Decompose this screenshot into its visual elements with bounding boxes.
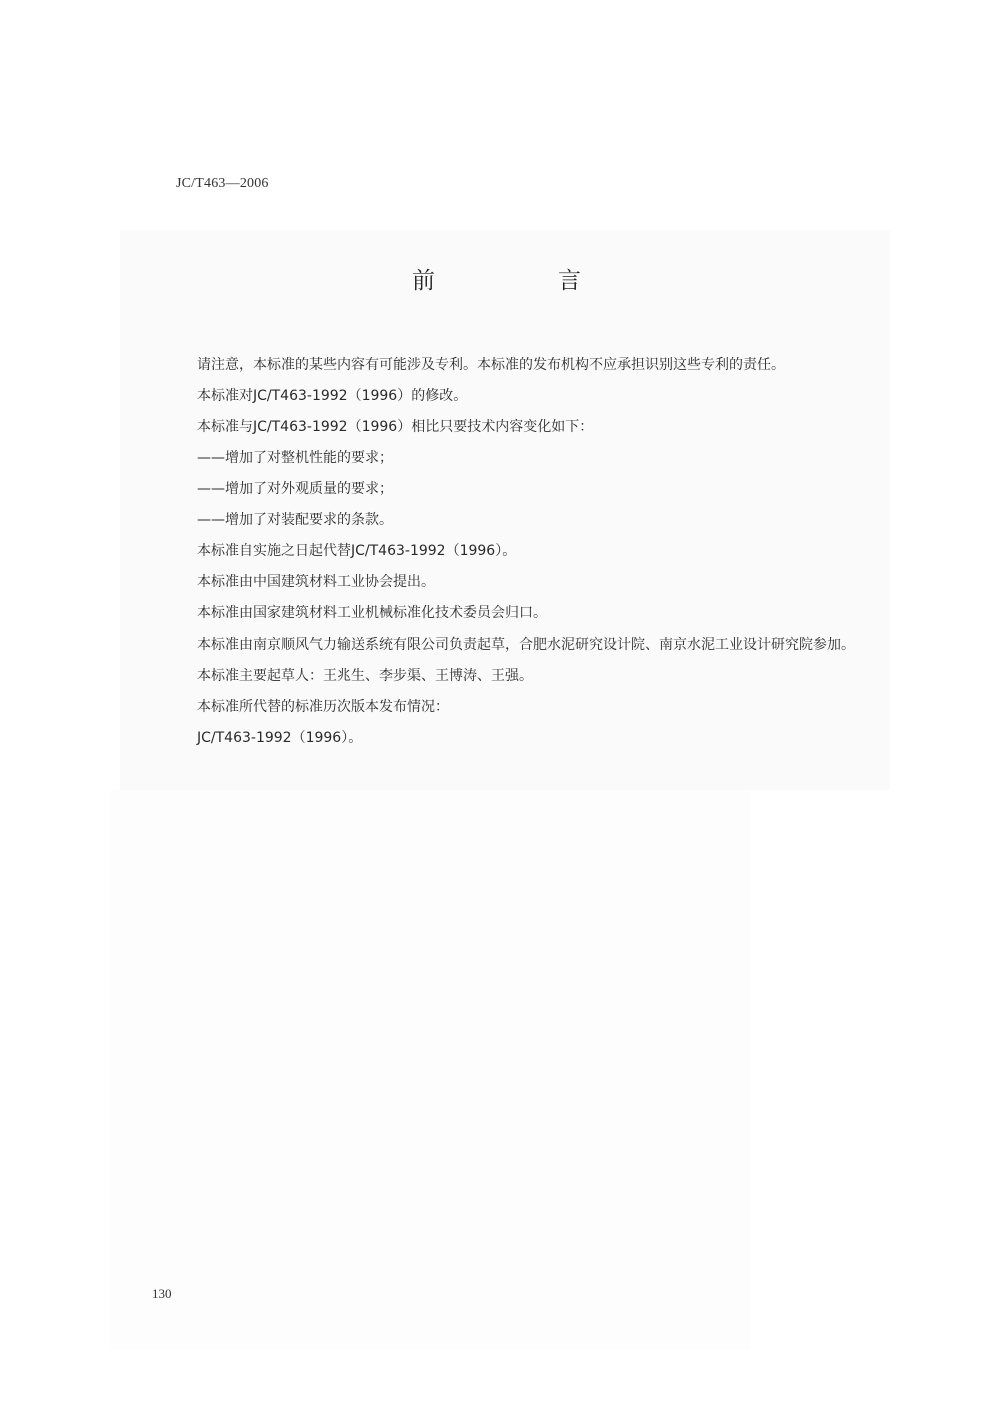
paragraph-history-version: JC/T463-1992（1996）。 [197,730,363,746]
foreword-body [166,350,886,754]
standard-code-header: JC/T463—2006 [176,176,269,191]
list-item-change-1: ——增加了对整机性能的要求； [197,450,393,466]
list-item-change-2: ——增加了对外观质量的要求； [197,481,393,497]
paragraph-revision-note: 本标准对JC/T463-1992（1996）的修改。 [197,388,468,404]
paragraph-drafters: 本标准主要起草人：王兆生、李步渠、王博涛、王强。 [197,668,533,684]
scan-background-lower [110,790,750,1350]
page-number: 130 [152,1286,172,1301]
paragraph-drafting-organizations: 本标准由南京顺风气力输送系统有限公司负责起草，合肥水泥研究设计院、南京水泥工业设计研究院参加。 [197,637,855,653]
paragraph-changes-intro: 本标准与JC/T463-1992（1996）相比只要技术内容变化如下： [197,419,594,435]
paragraph-committee: 本标准由国家建筑材料工业机械标准化技术委员会归口。 [197,605,547,621]
paragraph-patent-notice: 请注意，本标准的某些内容有可能涉及专利。本标准的发布机构不应承担识别这些专利的责任。 [197,357,785,373]
page-title: 前 言 [412,268,631,294]
paragraph-history-intro: 本标准所代替的标准历次版本发布情况： [197,699,449,715]
paragraph-replacement: 本标准自实施之日起代替JC/T463-1992（1996）。 [197,543,517,559]
list-item-change-3: ——增加了对装配要求的条款。 [197,512,393,528]
paragraph-proposer: 本标准由中国建筑材料工业协会提出。 [197,574,435,590]
